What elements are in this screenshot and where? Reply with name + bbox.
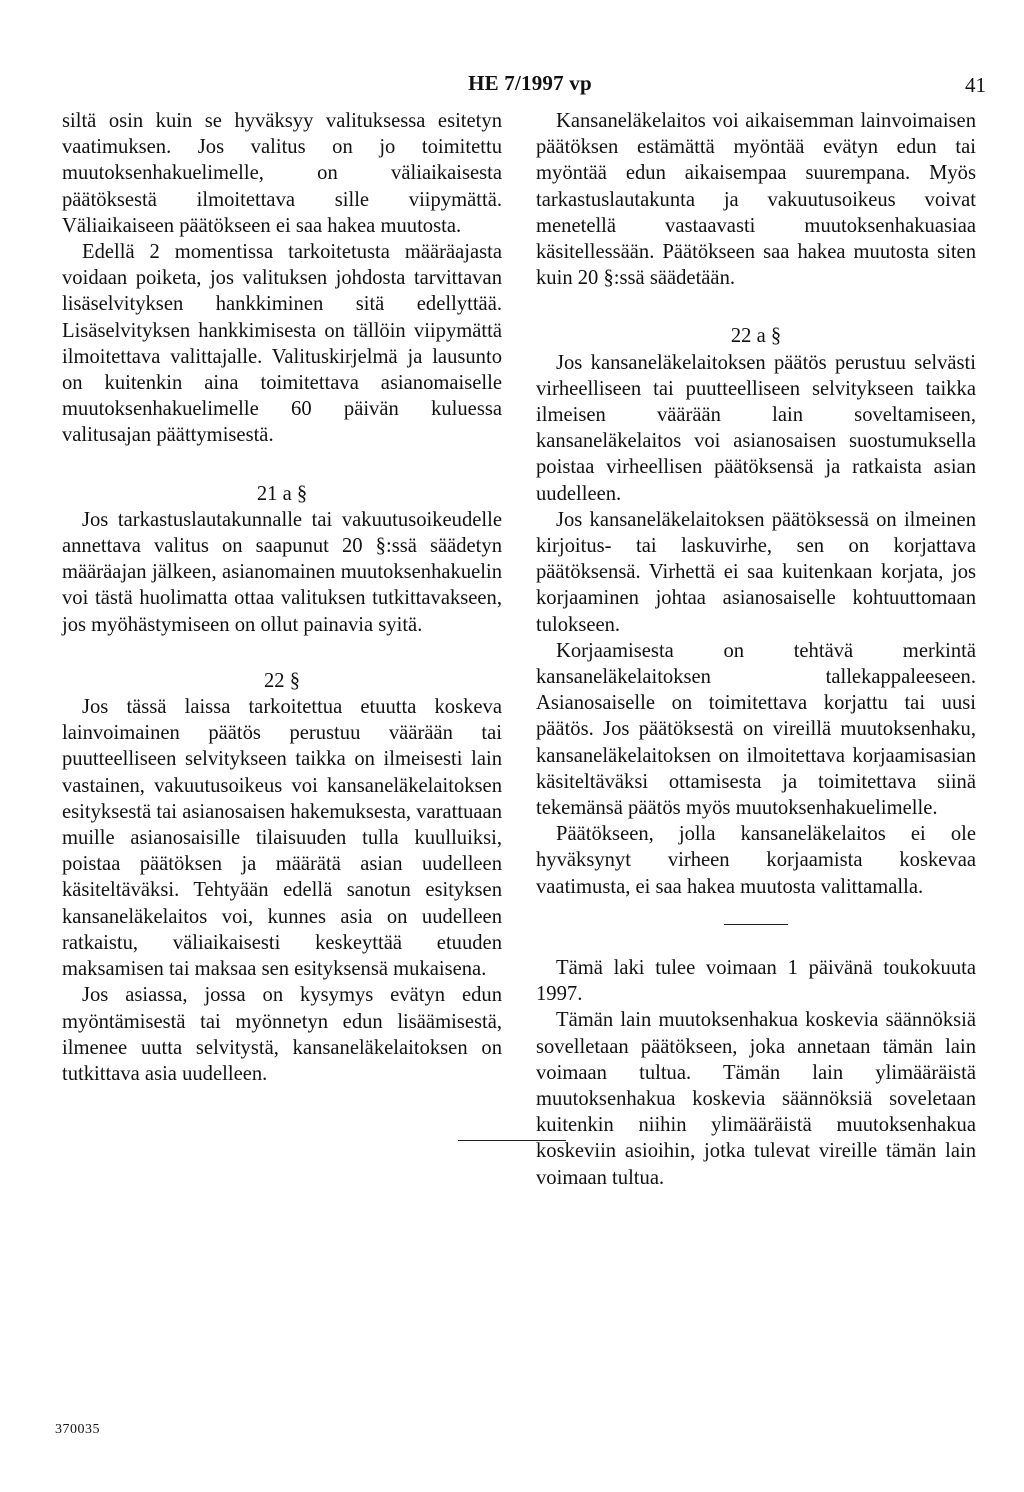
page-number: 41 (965, 73, 986, 97)
paragraph-time-limit-exception: Edellä 2 momentissa tarkoitetusta määräajasta voidaan poiketa, jos valituksen johdosta tarvittavan lisäselvityksen hankkiminen sitä edellyttää. Lisäselvityksen hankkimisesta on tällöin viipymättä ilmoitettava valittajalle. Valituskirjelmä ja lausunto on kuitenkin aina toimitettava asianomaiselle muutoksenhakuelimelle 60 päivän kuluessa valitusajan päättymisestä. (62, 241, 502, 447)
right-text-column (536, 108, 976, 1191)
paragraph-no-appeal: Päätökseen, jolla kansaneläkelaitos ei ole hyväksynyt virheen korjaamista koskevaa vaatimusta, ei saa hakea muutosta valittamalla. (536, 823, 976, 898)
print-code: 370035 (55, 1422, 100, 1437)
paragraph-correction-record: Korjaamisesta on tehtävä merkintä kansaneläkelaitoksen tallekappaleeseen. Asianosaiselle on toimitettava korjattu tai uusi päätös. Jos päätöksestä on vireillä muutoksenhaku, kansaneläkelaitoksen on ilmoitettava korjaamisasian käsiteltäväksi ottamisesta ja toimitettava siinä tekemänsä päätös myös muutoksenhakuelimelle. (536, 639, 976, 820)
section-divider (724, 924, 788, 925)
paragraph-entry-into-force: Tämä laki tulee voimaan 1 päivänä toukokuuta 1997. (536, 956, 976, 1006)
paragraph-new-evidence: Jos asiassa, jossa on kysymys evätyn edun myöntämisestä tai myönnetyn edun lisäämisestä, ilmenee uutta selvitystä, kansaneläkelaitoksen on tutkittava asia uudelleen. (62, 984, 502, 1085)
paragraph-prior-decision: Kansaneläkelaitos voi aikaisemman lainvoimaisen päätöksen estämättä myöntää evätyn edun tai myöntää edun aikaisempaa suurempana. Myös tarkastuslautakunta ja vakuutusoikeus voivat menetellä vastaavasti muutoksenhakuasiaa käsitellessään. Päätökseen saa hakea muutosta siten kuin 20 §:ssä säädetään. (536, 110, 976, 290)
section-heading-21a: 21 a § (256, 482, 308, 505)
paragraph-erroneous-decision: Jos kansaneläkelaitoksen päätös perustuu selvästi virheelliseen tai puutteelliseen selvitykseen taikka ilmeisen väärään lain soveltamiseen, kansaneläkelaitos voi asianosaisen suostumuksella poistaa virheellisen päätöksensä ja ratkaista asian uudelleen. (536, 351, 976, 505)
section-heading-22a: 22 a § (730, 325, 782, 348)
paragraph-clerical-error: Jos kansaneläkelaitoksen päätöksessä on ilmeinen kirjoitus- tai laskuvirhe, sen on korjattava päätöksensä. Virhettä ei saa kuitenkaan korjata, jos korjaaminen johtaa asianosaiselle kohtuuttomaan tulokseen. (536, 508, 976, 636)
document-header-title: HE 7/1997 vp (468, 71, 592, 95)
paragraph-annulment: Jos tässä laissa tarkoitettua etuutta koskeva lainvoimainen päätös perustuu väärään tai puutteelliseen selvitykseen taikka on ilmeisesti lain vastainen, vakuutusoikeus voi kansaneläkelaitoksen esityksestä tai asianosaisen hakemuksesta, varattuaan muille asianosaisille tilaisuuden tulla kuulluiksi, poistaa päätöksen ja määrätä asian uudelleen käsiteltäväksi. Tehtyään edellä sanotun esityksen kansaneläkelaitos voi, kunnes asia on uudelleen ratkaistu, väliaikaisesti keskeyttää etuuden maksamisen tai maksaa sen esityksensä mukaisena. (62, 696, 502, 981)
paragraph-transitional-provision: Tämän lain muutoksenhakua koskevia säännöksiä sovelletaan päätökseen, joka annetaan tämän lain voimaan tultua. Tämän lain ylimääräistä muutoksenhakua koskevia säännöksiä soveletaan kuitenkin niihin ylimääräistä muutoksenhakua koskeviin asioihin, jotka tulevat vireille tämän lain voimaan tultua. (536, 1009, 976, 1189)
section-heading-22: 22 § (263, 669, 301, 692)
paragraph-continuation: siltä osin kuin se hyväksyy valituksessa esitetyn vaatimuksen. Jos valitus on jo toimitettu muutoksenhakuelimelle, on väliaikaisesta päätöksestä ilmoitettava sille viipymättä. Väliaikaiseen päätökseen ei saa hakea muutosta. (62, 110, 502, 237)
paragraph-late-appeal: Jos tarkastuslautakunnalle tai vakuutusoikeudelle annettava valitus on saapunut 20 §:ssä säädetyn määräajan jälkeen, asianomainen muutoksenhakuelin voi tästä huolimatta ottaa valituksen tutkittavakseen, jos myöhästymiseen on ollut painavia syitä. (62, 508, 502, 636)
left-text-column (62, 108, 502, 1087)
end-divider (458, 1140, 566, 1141)
